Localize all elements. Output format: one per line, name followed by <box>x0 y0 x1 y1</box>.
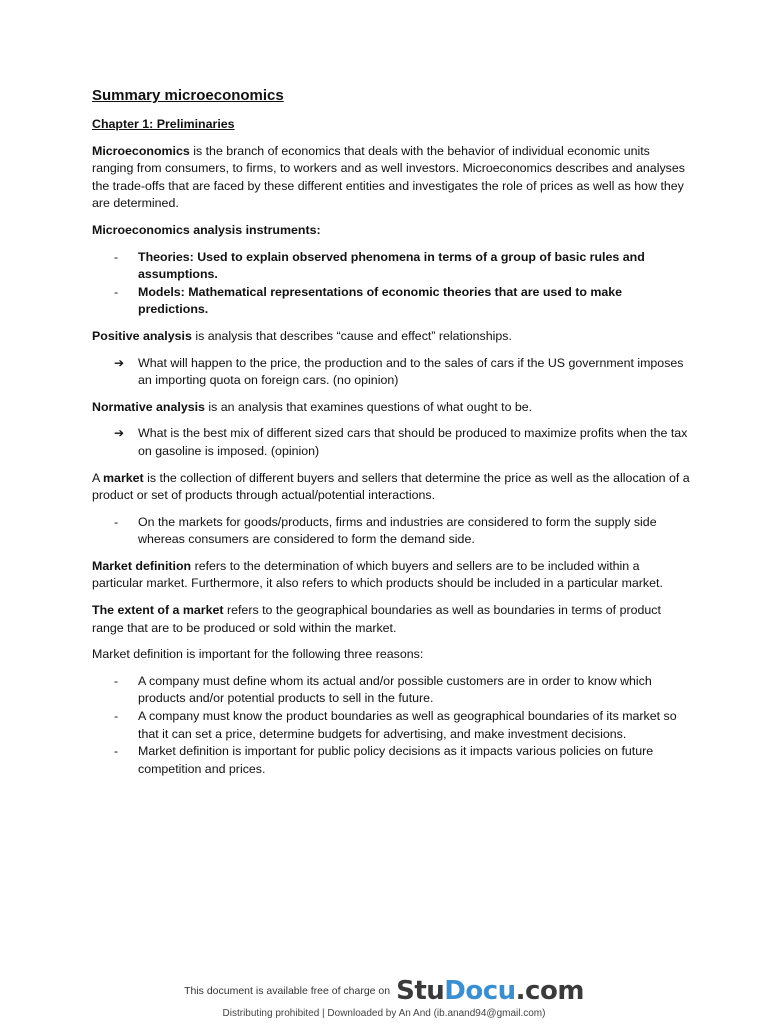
list-item-text: On the markets for goods/products, firms and industries are considered to form the supply side whereas consumers are considered to form the demand side. <box>138 514 657 547</box>
term-microeconomics: Microeconomics <box>92 143 190 158</box>
example-text: What will happen to the price, the production and to the sales of cars if the US government imposes an importing quota on foreign cars. (no opinion) <box>138 355 684 388</box>
term-positive-analysis: Positive analysis <box>92 328 192 343</box>
brand-part: .com <box>515 976 584 1006</box>
chapter-heading: Chapter 1: Preliminaries <box>92 117 235 131</box>
normative-example-list <box>92 425 692 460</box>
dash-marker: - <box>114 744 119 759</box>
list-item <box>92 249 692 284</box>
term-extent-of-market: The extent of a market <box>92 603 224 618</box>
footer-notice-row <box>0 976 768 1006</box>
brand-part-accent: Docu <box>444 976 516 1006</box>
studocu-logo[interactable] <box>396 976 584 1006</box>
definition-text: is an analysis that examines questions of what ought to be. <box>204 399 533 414</box>
list-item <box>92 514 692 549</box>
list-item <box>92 425 692 460</box>
list-item-text: Used to explain observed phenomena in terms of a group of basic rules and assumptions. <box>138 249 645 282</box>
list-item-text: A company must define whom its actual and/or possible customers are in order to know which products and/or potential products to sell in the future. <box>138 673 652 706</box>
list-item <box>92 673 692 708</box>
document-content <box>92 86 692 787</box>
extent-of-market-paragraph <box>92 602 692 637</box>
definition-text: is the branch of economics that deals with the behavior of individual economic units ranging from consumers, to firms, to workers and as well investors. Microeconomics describes and analyses the trade-offs that are faced by these different entities and investigates the role of prices as well as how they are determined. <box>92 143 685 211</box>
footer-download-info: Distributing prohibited | Downloaded by An And (ib.anand94@gmail.com) <box>222 1008 546 1019</box>
instruments-heading: Microeconomics analysis instruments: <box>92 222 321 237</box>
positive-analysis <box>92 328 692 346</box>
example-text: What is the best mix of different sized cars that should be produced to maximize profits when the tax on gasoline is imposed. (opinion) <box>138 426 688 458</box>
definition-text: refers to the determination of which buyers and sellers are to be included within a particular market. Furthermore, it also refers to which products should be included in a particular market. <box>92 558 663 591</box>
page-footer <box>0 976 768 1019</box>
arrow-icon: ➔ <box>114 426 125 441</box>
term-market: market <box>103 470 144 485</box>
microeconomics-definition <box>92 143 692 213</box>
definition-text: is analysis that describes “cause and effect” relationships. <box>191 328 512 343</box>
list-item-text: Mathematical representations of economic theories that are used to make predictions. <box>138 284 623 317</box>
list-item <box>92 743 692 778</box>
text: A <box>92 470 104 485</box>
footer-notice: This document is available free of charge on <box>184 985 391 997</box>
list-item <box>92 355 692 390</box>
page-title: Summary microeconomics <box>92 87 284 104</box>
arrow-icon: ➔ <box>114 355 125 370</box>
list-item-text: Market definition is important for public policy decisions as it impacts various policies on future competition and prices. <box>138 744 654 776</box>
list-item <box>92 708 692 743</box>
term-theories: Theories: <box>138 249 194 264</box>
dash-marker: - <box>114 673 119 688</box>
term-models: Models: <box>138 284 185 299</box>
term-market-definition: Market definition <box>92 558 192 573</box>
normative-analysis <box>92 399 692 417</box>
dash-marker: - <box>114 514 119 529</box>
definition-text: is the collection of different buyers and sellers that determine the price as well as the allocation of a product or set of products through actual/potential interactions. <box>92 470 690 503</box>
dash-marker: - <box>114 249 119 264</box>
dash-marker: - <box>114 284 119 299</box>
term-normative-analysis: Normative analysis <box>92 399 205 414</box>
market-list <box>92 514 692 549</box>
list-item-text: A company must know the product boundaries as well as geographical boundaries of its market so that it can set a price, determine budgets for advertising, and make investment decisions. <box>138 709 677 741</box>
brand-part: Stu <box>396 976 445 1006</box>
dash-marker: - <box>114 709 119 724</box>
definition-text: refers to the geographical boundaries as well as boundaries in terms of product range that are to be produced or sold within the market. <box>92 603 661 635</box>
market-definition-paragraph <box>92 470 692 505</box>
instruments-list <box>92 249 692 319</box>
positive-example-list <box>92 355 692 390</box>
market-definition-term-paragraph <box>92 558 692 593</box>
reasons-list <box>92 673 692 779</box>
list-item <box>92 284 692 319</box>
reasons-heading: Market definition is important for the following three reasons: <box>92 647 424 662</box>
